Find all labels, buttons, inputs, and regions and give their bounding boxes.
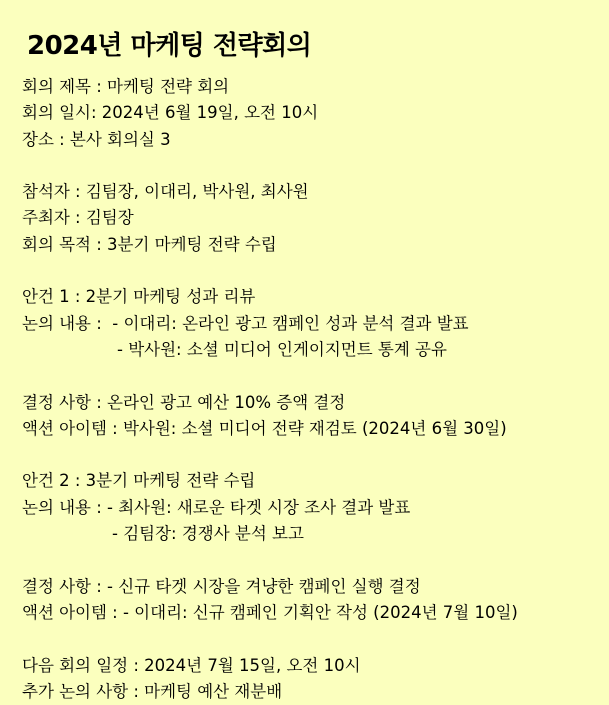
agenda-2-discussion-2: - 김팀장: 경쟁사 분석 보고 (112, 524, 304, 544)
section-spacer (22, 258, 609, 284)
agenda-1-decision: 결정 사항 : 온라인 광고 예산 10% 증액 결정 (22, 392, 346, 412)
meeting-datetime: 회의 일시: 2024년 6월 19일, 오전 10시 (22, 103, 319, 123)
section-spacer (22, 363, 609, 389)
meeting-attendees: 참석자 : 김팀장, 이대리, 박사원, 최사원 (22, 182, 309, 202)
document-title: 2024년 마케팅 전략회의 (27, 31, 312, 61)
meeting-purpose: 회의 목적 : 3분기 마케팅 전략 수립 (22, 234, 277, 254)
agenda-2-discussion-1: 논의 내용 : - 최사원: 새로운 타겟 시장 조사 결과 발표 (22, 497, 411, 517)
meeting-host: 주최자 : 김팀장 (22, 208, 134, 228)
meeting-name: 회의 제목 : 마케팅 전략 회의 (22, 77, 230, 96)
next-meeting-schedule: 다음 회의 일정 : 2024년 7월 15일, 오전 10시 (22, 655, 361, 675)
agenda-2-title: 안건 2 : 3분기 마케팅 전략 수립 (22, 471, 256, 491)
agenda-2-decision: 결정 사항 : - 신규 타겟 시장을 겨냥한 캠페인 실행 결정 (22, 576, 421, 596)
section-spacer (22, 153, 609, 179)
meeting-location: 장소 : 본사 회의실 3 (22, 129, 171, 149)
section-spacer (22, 547, 609, 573)
agenda-2-action-item: 액션 아이템 : - 이대리: 신규 캠페인 기획안 작성 (2024년 7월 10일) (22, 602, 518, 622)
agenda-1-discussion-2: - 박사원: 소셜 미디어 인게이지먼트 통계 공유 (117, 339, 447, 359)
section-spacer (22, 626, 609, 652)
section-spacer (22, 442, 609, 468)
agenda-1-title: 안건 1 : 2분기 마케팅 성과 리뷰 (22, 287, 256, 307)
agenda-1-discussion-1: 논의 내용 : - 이대리: 온라인 광고 캠페인 성과 분석 결과 발표 (22, 313, 469, 333)
agenda-1-action-item: 액션 아이템 : 박사원: 소셜 미디어 전략 재검토 (2024년 6월 30일) (22, 418, 507, 438)
meeting-minutes-body (22, 74, 609, 705)
additional-discussion: 추가 논의 사항 : 마케팅 예산 재분배 (22, 681, 283, 701)
